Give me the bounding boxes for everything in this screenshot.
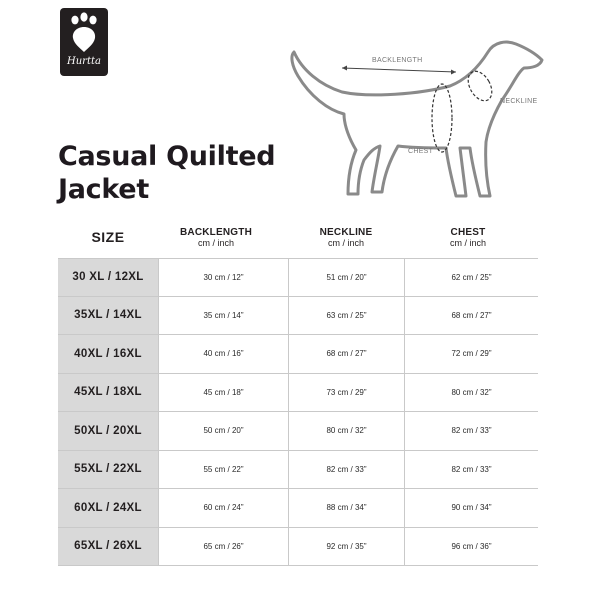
chest-cell: 82 cm / 33”	[404, 451, 538, 489]
chest-cell: 82 cm / 33”	[404, 412, 538, 450]
size-cell: 40XL / 16XL	[58, 335, 158, 373]
size-cell: 45XL / 18XL	[58, 374, 158, 412]
neckline-cell: 80 cm / 32”	[288, 412, 404, 450]
neckline-cell: 92 cm / 35”	[288, 528, 404, 566]
chest-cell: 80 cm / 32”	[404, 374, 538, 412]
column-header-unit: cm / inch	[327, 238, 364, 248]
neckline-cell: 63 cm / 25”	[288, 297, 404, 335]
backlength-cell: 40 cm / 16”	[158, 335, 288, 373]
chest-column-header	[410, 227, 526, 248]
table-row	[58, 258, 538, 297]
table-row	[58, 489, 538, 528]
backlength-cell: 45 cm / 18”	[158, 374, 288, 412]
chest-cell: 96 cm / 36”	[404, 528, 538, 566]
backlength-cell: 55 cm / 22”	[158, 451, 288, 489]
title-line-1: Casual Quilted	[58, 141, 276, 172]
chest-cell: 72 cm / 29”	[404, 335, 538, 373]
backlength-cell: 35 cm / 14”	[158, 297, 288, 335]
size-chart-table	[58, 258, 538, 566]
table-row	[58, 528, 538, 567]
chest-cell: 68 cm / 27”	[404, 297, 538, 335]
table-row	[58, 374, 538, 413]
chest-label: CHEST	[408, 148, 434, 155]
neckline-label: NECKLINE	[500, 98, 538, 105]
paw-icon	[60, 8, 108, 58]
brand-wordmark: Hurtta	[67, 56, 101, 67]
neckline-cell: 88 cm / 34”	[288, 489, 404, 527]
neckline-cell: 51 cm / 20”	[288, 259, 404, 296]
size-column-header: SIZE	[91, 229, 125, 245]
backlength-cell: 30 cm / 12”	[158, 259, 288, 296]
size-cell: 35XL / 14XL	[58, 297, 158, 335]
chest-cell: 62 cm / 25”	[404, 259, 538, 296]
neckline-column-header	[288, 227, 404, 248]
size-cell: 60XL / 24XL	[58, 489, 158, 527]
size-cell: 65XL / 26XL	[58, 528, 158, 566]
table-row	[58, 297, 538, 336]
backlength-label: BACKLENGTH	[372, 57, 423, 64]
backlength-cell: 60 cm / 24”	[158, 489, 288, 527]
brand-logo	[60, 8, 108, 76]
neckline-cell: 73 cm / 29”	[288, 374, 404, 412]
size-cell: 55XL / 22XL	[58, 451, 158, 489]
column-header-name: CHEST	[450, 227, 486, 238]
column-header-unit: cm / inch	[197, 238, 234, 248]
backlength-column-header	[158, 227, 274, 248]
column-header-name: BACKLENGTH	[180, 227, 252, 238]
size-cell: 30 XL / 12XL	[58, 259, 158, 296]
dog-measurement-diagram	[280, 30, 550, 215]
page-title	[58, 140, 318, 206]
table-row	[58, 451, 538, 490]
chest-cell: 90 cm / 34”	[404, 489, 538, 527]
column-header-name: NECKLINE	[319, 227, 373, 238]
column-header-unit: cm / inch	[449, 238, 486, 248]
neckline-cell: 68 cm / 27”	[288, 335, 404, 373]
backlength-cell: 50 cm / 20”	[158, 412, 288, 450]
table-row	[58, 335, 538, 374]
neckline-cell: 82 cm / 33”	[288, 451, 404, 489]
title-line-2: Jacket	[58, 174, 149, 205]
backlength-cell: 65 cm / 26”	[158, 528, 288, 566]
table-row	[58, 412, 538, 451]
size-cell: 50XL / 20XL	[58, 412, 158, 450]
